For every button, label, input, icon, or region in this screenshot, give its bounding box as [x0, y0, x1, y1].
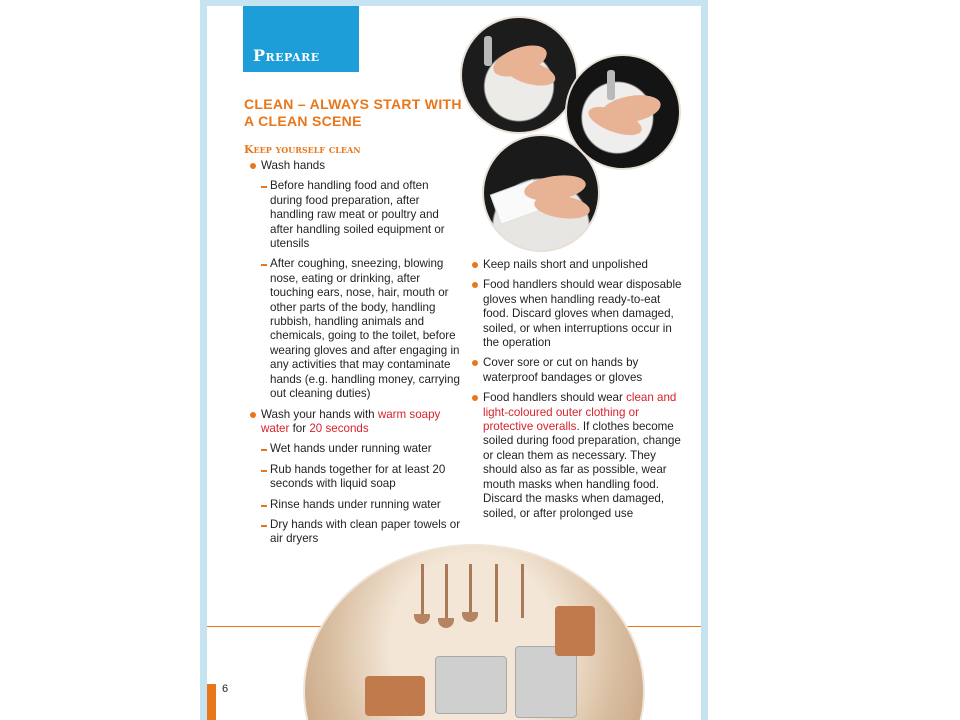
dash-item-before-handling: Before handling food and often during food preparation, after handling raw meat or poultry and after handling soiled equipment or utensils	[247, 179, 461, 251]
bullet-gloves: Food handlers should wear disposable gloves when handling ready-to-eat food. Discard gloves when damaged, soiled, or when interruptions occur in the operation	[469, 278, 685, 350]
ladle-shape	[462, 612, 478, 622]
left-column	[247, 159, 461, 553]
highlight-clothing: clean and light-coloured outer clothing or protective overalls	[483, 391, 677, 434]
document-page	[207, 6, 701, 720]
bullet-wash-hands: Wash hands	[247, 159, 461, 173]
photo-washing-hands	[460, 16, 578, 134]
dash-item-rub-hands: Rub hands together for at least 20 seconds with liquid soap	[247, 463, 461, 492]
steel-pot-shape	[435, 656, 507, 714]
hand-shape	[502, 56, 558, 91]
text-run: for	[289, 421, 310, 435]
dash-item-after-coughing: After coughing, sneezing, blowing nose, eating or drinking, after touching ears, nose, hair, mouth or other parts of the body, handling rubbish, handling animals and chemicals, going to the toilet, before wearing gloves and after engaging in any activities that may contaminate hands (e.g. handling money, carrying out cleaning duties)	[247, 257, 461, 401]
ladle-shape	[414, 614, 430, 624]
section-title: CLEAN – ALWAYS START WITH A CLEAN SCENE	[244, 96, 462, 129]
bullet-cover-sore: Cover sore or cut on hands by waterproof bandages or gloves	[469, 356, 685, 385]
page-border	[200, 0, 708, 720]
text-run: Wash your hands with	[261, 407, 378, 421]
bullet-nails: Keep nails short and unpolished	[469, 258, 685, 272]
steel-pot-shape	[515, 646, 577, 718]
right-column	[469, 258, 685, 527]
dash-item-wet-hands: Wet hands under running water	[247, 442, 461, 456]
dash-item-dry-hands: Dry hands with clean paper towels or air dryers	[247, 518, 461, 547]
tap-shape	[607, 70, 615, 100]
text-run: . If clothes become soiled during food preparation, change or clean them as necessary. They should also as far as possible, wear mouth masks when handling food. Discard the masks when damaged, soiled, or after prolonged use	[483, 420, 681, 520]
bullet-warm-soapy-water	[247, 408, 461, 437]
utensil-shape	[495, 564, 498, 622]
subsection-title: Keep yourself clean	[244, 143, 361, 156]
dash-item-rinse-hands: Rinse hands under running water	[247, 498, 461, 512]
section-header-tab	[243, 6, 359, 72]
utensil-shape	[445, 564, 448, 620]
ladle-shape	[438, 618, 454, 628]
bullet-clothing	[469, 391, 685, 521]
text-run: Food handlers should wear	[483, 391, 627, 405]
page-number: 6	[222, 683, 229, 695]
utensil-shape	[421, 564, 424, 616]
highlight-warm-soapy-water: warm soapy water	[261, 407, 441, 435]
copper-pot-shape	[365, 676, 425, 716]
photo-drying-hands	[482, 134, 600, 252]
tap-shape	[484, 36, 492, 66]
utensil-shape	[469, 564, 472, 614]
hand-shape	[533, 192, 592, 222]
page-number-bar	[207, 684, 216, 720]
highlight-20-seconds: 20 seconds	[309, 421, 369, 435]
photo-kitchen-utensils	[303, 544, 645, 720]
section-header-label: Prepare	[253, 46, 320, 65]
utensil-shape	[521, 564, 524, 618]
copper-pot-shape	[555, 606, 595, 656]
